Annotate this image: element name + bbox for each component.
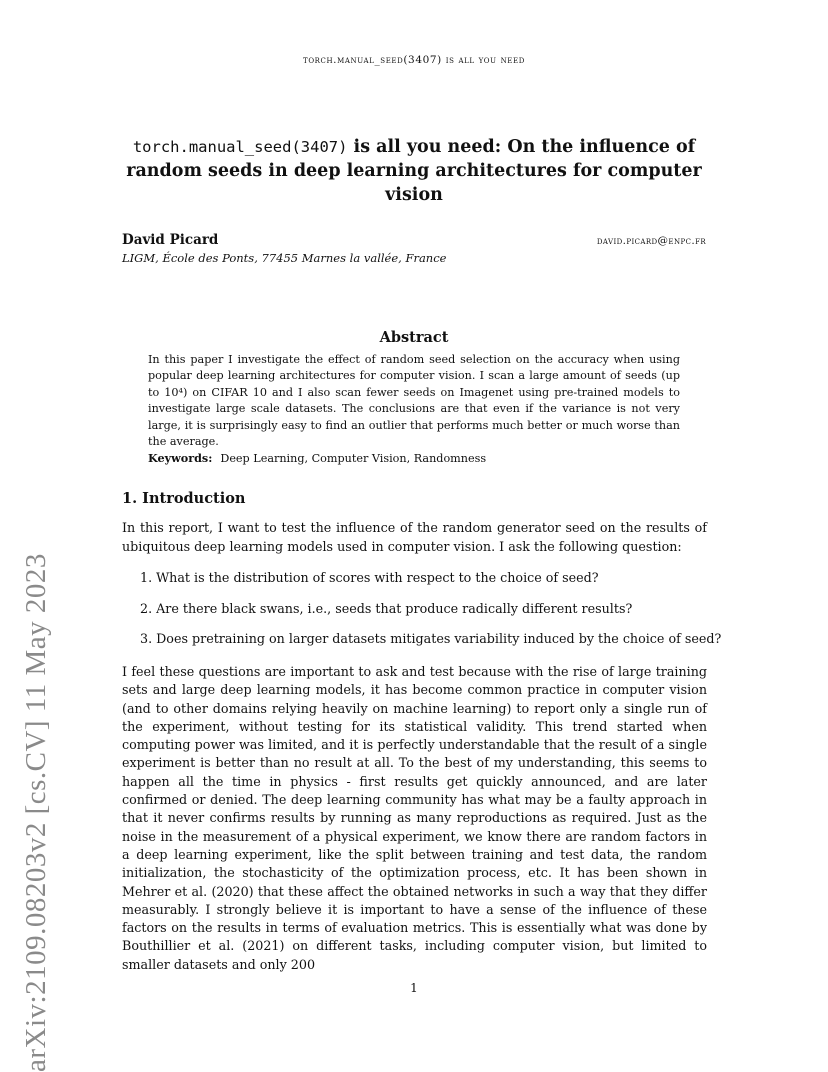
page-number: 1	[410, 981, 418, 995]
question-item: 1. What is the distribution of scores with respect to the choice of seed?	[140, 570, 599, 585]
question-item: 2. Are there black swans, i.e., seeds that produce radically different results?	[140, 601, 633, 616]
keywords-label: Keywords:	[148, 451, 213, 465]
arxiv-stamp: arXiv:2109.08203v2 [cs.CV] 11 May 2023	[20, 553, 52, 1072]
intro-paragraph: In this report, I want to test the influence of the random generator seed on the results of ubiquitous deep learning models used in computer vision. I ask the following question:	[122, 520, 707, 554]
title-code: torch.manual_seed(3407)	[132, 138, 348, 156]
abstract-text: In this paper I investigate the effect of random seed selection on the accuracy when using popular deep learning architectures for computer vision. I scan a large amount of seeds (up to 10⁴) on CIFAR 10 and I also scan fewer seeds on Imagenet using pre-trained models to investigate large scale datasets. The conclusions are that even if the variance is not very large, it is surprisingly easy to find an outlier that performs much better or much worse than the average.	[148, 353, 680, 449]
body-paragraph: I feel these questions are important to ask and test because with the rise of large training sets and large deep learning models, it has become common practice in computer vision (and to other domains relying heavily on machine learning) to report only a single run of the experiment, without testing for its statistical validity. This trend started when computing power was limited, and it is perfectly understandable that the result of a single experiment is better than no result at all. To the best of my understanding, this seems to happen all the time in physics - first results get quickly announced, and are later confirmed or denied. The deep learning community has what may be a faulty approach in that it never confirms results by running as many reproductions as required. Just as the noise in the measurement of a physical experiment, we know there are random factors in a deep learning experiment, like the split between training and test data, the random initialization, the stochasticity of the optimization process, etc. It has been shown in Mehrer et al. (2020) that these affect the obtained networks in such a way that they differ measurably. I strongly believe it is important to have a sense of the influence of these factors on the results in terms of evaluation metrics. This is essentially what was done by Bouthillier et al. (2021) on different tasks, including computer vision, but limited to smaller datasets and only 200	[122, 664, 707, 972]
keywords	[148, 451, 680, 465]
title-text: is all you need: On the influence of random seeds in deep learning architectures for computer vision	[126, 137, 702, 205]
running-head: torch.manual_seed(3407) is all you need	[303, 54, 525, 66]
keywords-list: Deep Learning, Computer Vision, Randomness	[220, 452, 487, 465]
section-heading: 1. Introduction	[122, 490, 246, 507]
author-name: David Picard	[122, 232, 219, 248]
abstract-heading: Abstract	[379, 329, 449, 346]
question-item: 3. Does pretraining on larger datasets mitigates variability induced by the choice of seed?	[140, 631, 722, 646]
paper-title	[100, 135, 728, 207]
author-affiliation: LIGM, École des Ponts, 77455 Marnes la vallée, France	[122, 251, 447, 265]
author-email: david.picard@enpc.fr	[596, 235, 706, 247]
